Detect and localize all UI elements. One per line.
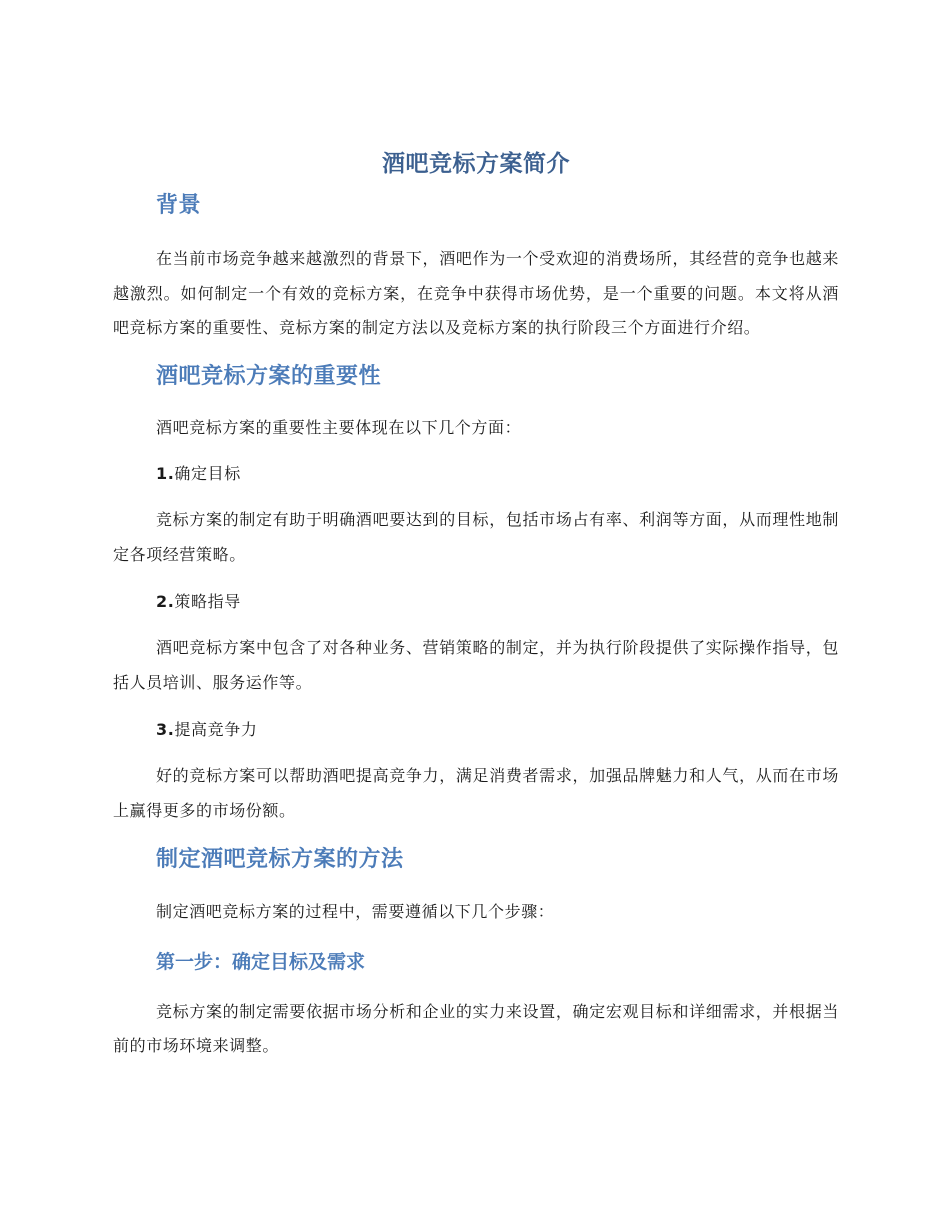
document-title: 酒吧竞标方案简介 — [382, 151, 570, 177]
heading-step-1: 第一步：确定目标及需求 — [156, 950, 366, 973]
list-item-1-number: 1. — [156, 464, 175, 483]
list-item-3-heading — [113, 713, 839, 747]
list-item-2-label: 策略指导 — [174, 592, 241, 611]
list-item-2-heading — [113, 585, 839, 619]
paragraph-background: 在当前市场竞争越来越激烈的背景下，酒吧作为一个受欢迎的消费场所，其经营的竞争也越来越激烈。如何制定一个有效的竞标方案，在竞争中获得市场优势，是一个重要的问题。本文将从酒吧竞标方案的重要性、竞标方案的制定方法以及竞标方案的执行阶段三个方面进行介绍。 — [113, 249, 839, 337]
paragraph-importance-intro: 酒吧竞标方案的重要性主要体现在以下几个方面： — [156, 417, 522, 437]
list-item-2-number: 2. — [156, 592, 175, 611]
heading-method: 制定酒吧竞标方案的方法 — [156, 847, 404, 872]
list-item-1-heading — [113, 457, 839, 491]
heading-importance: 酒吧竞标方案的重要性 — [156, 363, 382, 389]
heading-background: 背景 — [156, 193, 202, 218]
list-item-3-label: 提高竞争力 — [174, 720, 258, 739]
list-item-1-label: 确定目标 — [174, 464, 241, 483]
list-item-3-number: 3. — [156, 720, 175, 739]
paragraph-item-2: 酒吧竞标方案中包含了对各种业务、营销策略的制定，并为执行阶段提供了实际操作指导，包括人员培训、服务运作等。 — [113, 638, 839, 692]
paragraph-step-1: 竞标方案的制定需要依据市场分析和企业的实力来设置，确定宏观目标和详细需求，并根据当前的市场环境来调整。 — [113, 1001, 839, 1055]
paragraph-item-3: 好的竞标方案可以帮助酒吧提高竞争力，满足消费者需求，加强品牌魅力和人气，从而在市场上赢得更多的市场份额。 — [113, 766, 839, 820]
paragraph-item-1: 竞标方案的制定有助于明确酒吧要达到的目标，包括市场占有率、利润等方面，从而理性地制定各项经营策略。 — [113, 510, 839, 564]
paragraph-method-intro: 制定酒吧竞标方案的过程中，需要遵循以下几个步骤： — [156, 902, 555, 921]
document-content — [113, 146, 839, 1064]
